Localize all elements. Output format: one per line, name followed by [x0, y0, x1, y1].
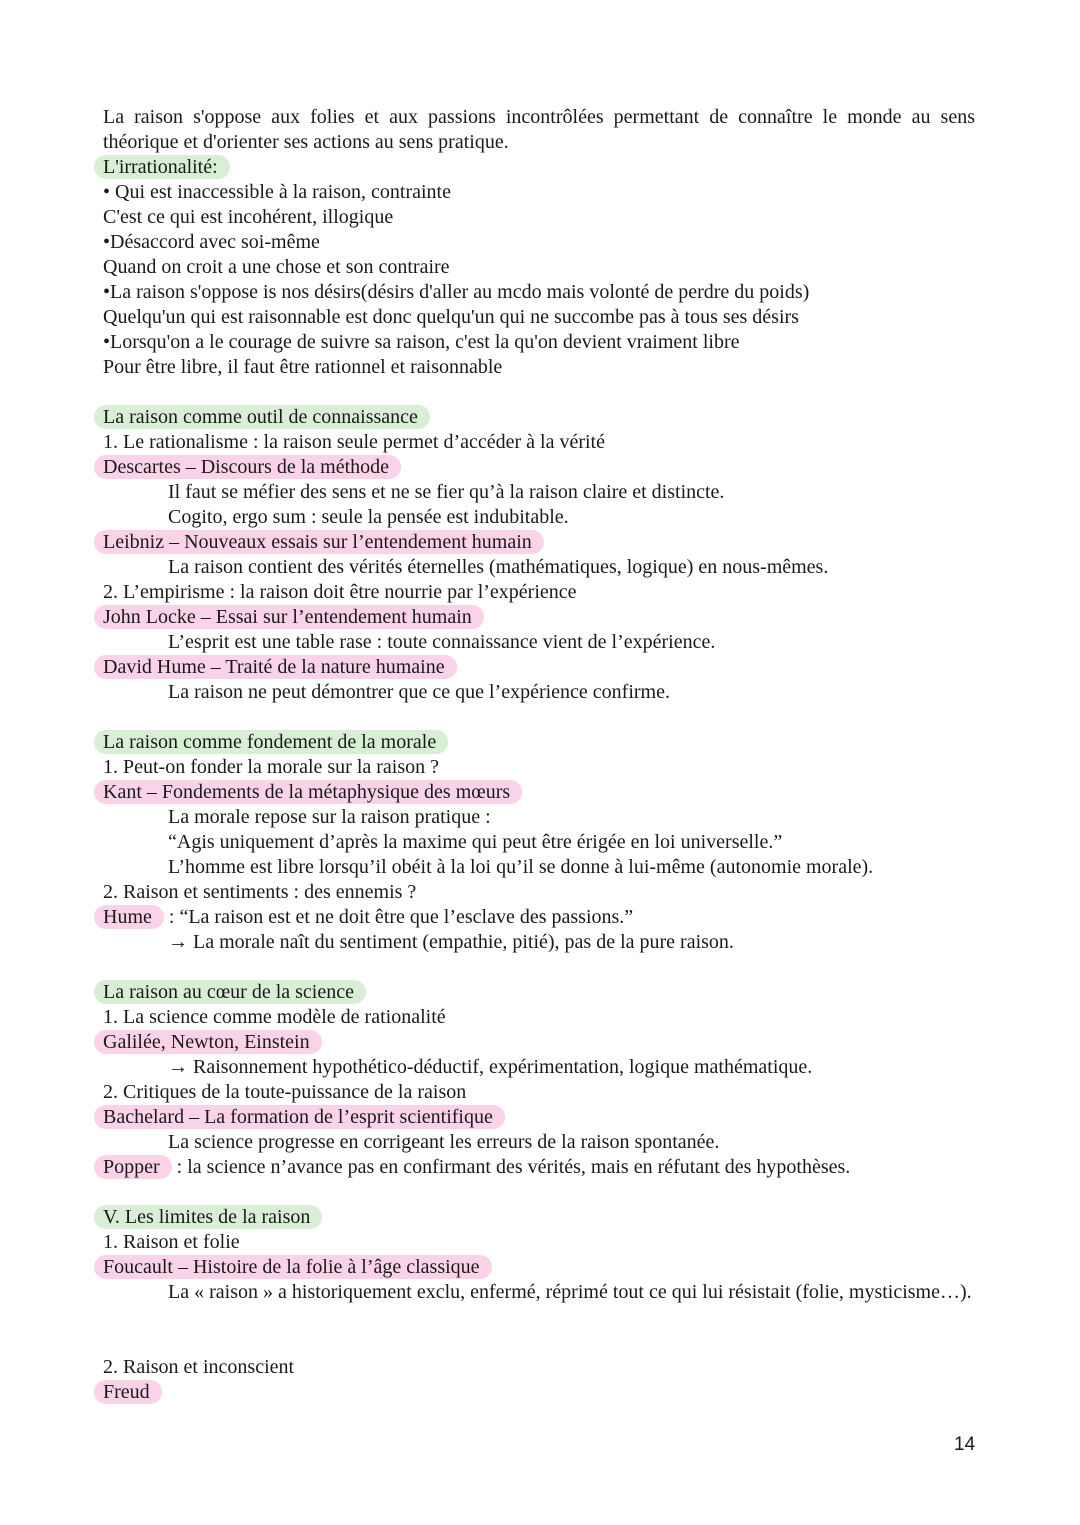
author-reference [103, 1380, 162, 1405]
author-reference [103, 1255, 492, 1280]
text-line: 2. Critiques de la toute-puissance de la raison [103, 1081, 467, 1103]
text-line: 1. Raison et folie [103, 1231, 240, 1253]
author-reference [103, 905, 633, 930]
indented-line: “Agis uniquement d’après la maxime qui peut être érigée en loi universelle.” [168, 831, 783, 853]
indented-line: L’esprit est une table rase : toute connaissance vient de l’expérience. [168, 631, 716, 653]
author-reference [103, 455, 401, 480]
indented-line: La raison ne peut démontrer que ce que l’expérience confirme. [168, 681, 670, 703]
section-heading [103, 405, 430, 430]
quote-text: : “La raison est et ne doit être que l’esclave des passions.” [163, 906, 634, 928]
section-heading [103, 730, 448, 755]
indented-line: → La morale naît du sentiment (empathie, pitié), pas de la pure raison. [168, 931, 734, 953]
heading-highlight: La raison comme outil de connaissance [94, 405, 430, 429]
text-line: 2. Raison et inconscient [103, 1356, 295, 1378]
author-reference [103, 1105, 505, 1130]
indented-line: La morale repose sur la raison pratique : [168, 806, 491, 828]
quote-text: : la science n’avance pas en confirmant des vérités, mais en réfutant des hypothèses. [171, 1156, 851, 1178]
author-highlight: David Hume – Traité de la nature humaine [94, 655, 457, 679]
author-highlight: Descartes – Discours de la méthode [94, 455, 401, 479]
heading-highlight: La raison au cœur de la science [94, 980, 366, 1004]
text-line: •Désaccord avec soi-même [103, 231, 320, 253]
section-heading [103, 1205, 322, 1230]
author-reference [103, 605, 484, 630]
author-highlight: Freud [94, 1380, 162, 1404]
author-highlight: Bachelard – La formation de l’esprit scientifique [94, 1105, 505, 1129]
author-highlight: Foucault – Histoire de la folie à l’âge classique [94, 1255, 492, 1279]
author-reference [103, 1030, 322, 1055]
author-reference [103, 655, 457, 680]
page-number: 14 [954, 1434, 976, 1455]
author-highlight: John Locke – Essai sur l’entendement humain [94, 605, 484, 629]
section-heading [103, 155, 230, 180]
heading-highlight: V. Les limites de la raison [94, 1205, 322, 1229]
author-reference [103, 780, 522, 805]
indented-line: → Raisonnement hypothético-déductif, expérimentation, logique mathématique. [168, 1056, 813, 1078]
text-line: 2. L’empirisme : la raison doit être nourrie par l’expérience [103, 581, 577, 603]
text-line: Quand on croit a une chose et son contraire [103, 256, 450, 278]
text-line: •La raison s'oppose is nos désirs(désirs d'aller au mcdo mais volonté de perdre du poids) [103, 281, 810, 303]
text-line: 1. Peut-on fonder la morale sur la raison ? [103, 756, 440, 778]
author-reference [103, 1155, 850, 1180]
heading-highlight: La raison comme fondement de la morale [94, 730, 448, 754]
author-highlight: Kant – Fondements de la métaphysique des mœurs [94, 780, 522, 804]
text-line: 2. Raison et sentiments : des ennemis ? [103, 881, 417, 903]
author-reference [103, 530, 544, 555]
foucault-paragraph: La « raison » a historiquement exclu, enfermé, réprimé tout ce qui lui résistait (folie, mysticisme…). [168, 1281, 972, 1303]
author-highlight: Leibniz – Nouveaux essais sur l’entendement humain [94, 530, 544, 554]
author-highlight: Galilée, Newton, Einstein [94, 1030, 322, 1054]
section-heading [103, 980, 366, 1005]
indented-line: La science progresse en corrigeant les erreurs de la raison spontanée. [168, 1131, 720, 1153]
text-line: Quelqu'un qui est raisonnable est donc quelqu'un qui ne succombe pas à tous ses désirs [103, 306, 799, 328]
text-line: 1. Le rationalisme : la raison seule permet d’accéder à la vérité [103, 431, 605, 453]
author-highlight: Hume [94, 905, 164, 929]
author-highlight: Popper [94, 1155, 172, 1179]
heading-highlight: L'irrationalité: [94, 155, 230, 179]
indented-line: La raison contient des vérités éternelles (mathématiques, logique) en nous-mêmes. [168, 556, 829, 578]
intro-paragraph: La raison s'oppose aux folies et aux passions incontrôlées permettant de connaître le monde au sens théorique et d'orienter ses actions au sens pratique. [103, 106, 975, 153]
text-line: •Lorsqu'on a le courage de suivre sa raison, c'est la qu'on devient vraiment libre [103, 331, 740, 353]
text-line: • Qui est inaccessible à la raison, contrainte [103, 181, 451, 203]
text-line: 1. La science comme modèle de rationalité [103, 1006, 446, 1028]
indented-line: Il faut se méfier des sens et ne se fier qu’à la raison claire et distincte. [168, 481, 725, 503]
indented-line: L’homme est libre lorsqu’il obéit à la loi qu’il se donne à lui-même (autonomie morale). [168, 856, 874, 878]
text-line: C'est ce qui est incohérent, illogique [103, 206, 394, 228]
text-line: Pour être libre, il faut être rationnel et raisonnable [103, 356, 503, 378]
indented-line: Cogito, ergo sum : seule la pensée est indubitable. [168, 506, 569, 528]
